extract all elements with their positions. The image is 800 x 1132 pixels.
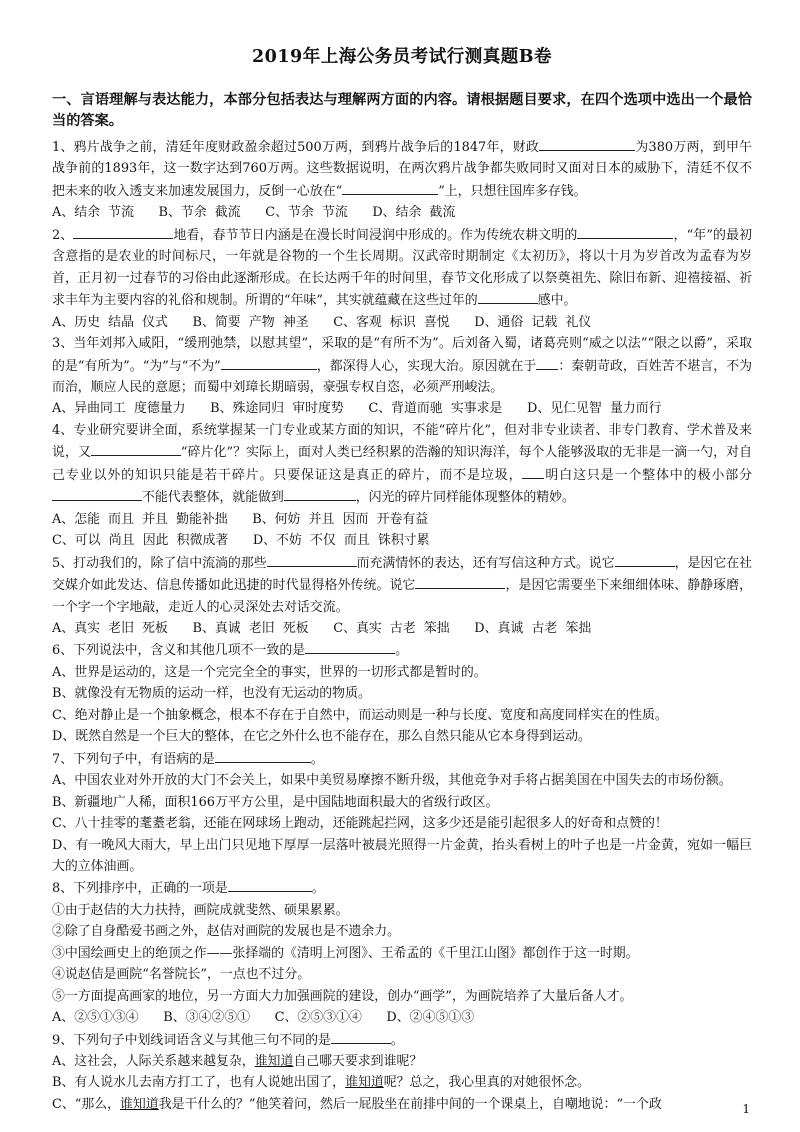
question-3-stem: 3、当年刘邦入咸阳，“缓刑弛禁，以慰其望”，采取的是“有所不为”。后刘备入蜀，诸葛亮则“威之以法”“限之以爵”，采取的是“有所为”。“为”与“不为” ，都深得人心，实现大治。原因就在于 ：秦朝苛政，百姓苦不堪言，不为而治，顺应人民的意愿；而蜀中刘璋长期暗弱，豪强专权自恣，必须严刑峻法。 — [52, 336, 753, 395]
answer-blank — [73, 224, 173, 239]
question-8-stem: 8、下列排序中，正确的一项是 。 — [52, 877, 752, 899]
underlined-phrase: 谁知道 — [120, 1096, 159, 1112]
question-4-options-row-1: A、怎能 而且 并且 勤能补拙 B、何妨 并且 因而 开卷有益 — [52, 511, 429, 527]
question-9-option-b: B、有人说水儿去南方打工了，也有人说她出国了，谁知道呢？总之，我心里真的对她很怀念。 — [52, 1075, 590, 1091]
document-page — [52, 0, 752, 1115]
answer-blank — [331, 1029, 391, 1044]
question-5-options: A、真实 老旧 死板 B、真诚 老旧 死板 C、真实 古老 笨拙 D、真诚 古老 笨拙 — [52, 620, 592, 636]
question-7-option-c: C、八十挂零的耄耋老翁，还能在网球场上跑动，还能跳起拦网，这多少还是能引起很多人的好奇和点赞的！ — [52, 816, 668, 832]
question-7-option-d: D、有一晚风大雨大，早上出门只见地下厚厚一层落叶被晨光照得一片金黄，抬头看树上的叶子也是一片金黄，宛如一幅巨大的立体油画。 — [52, 837, 752, 874]
answer-blank — [284, 486, 356, 501]
answer-blank — [221, 355, 317, 370]
question-2-options: A、历史 结晶 仪式 B、简要 产物 神圣 C、客观 标识 喜悦 D、通俗 记载 礼仪 — [52, 314, 592, 330]
answer-blank — [52, 486, 142, 501]
question-8-sentence-1: ①由于赵佶的大力扶持，画院成就斐然、硕果累累。 — [52, 902, 349, 918]
question-6-option-d: D、既然自然是一个巨大的整体，在它之外什么也不能存在，那么自然只能从它本身得到运动。 — [52, 729, 591, 745]
answer-blank — [478, 289, 538, 304]
answer-blank — [577, 224, 673, 239]
question-6-option-c: C、绝对静止是一个抽象概念，根本不存在于自然中，而运动则是一种与长度、宽度和高度同样实在的性质。 — [52, 707, 668, 723]
question-4-stem: 4、专业研究要讲全面，系统掌握某一门专业或某方面的知识，不能“碎片化”，但对非专业读者、非专门教育、学术普及来说，又 “碎片化”？实际上，面对人类已经积累的浩瀚的知识海洋，每个人能够汲取的无非是一滴一勺，对自己专业以外的知识只能是若干碎片。只要保证这是真正的碎片，而不是垃圾， 明白这只是一个整体中的极小部分不能代表整体，就能做到 ，闪光的碎片同样能体现整体的精妙。 — [52, 422, 753, 506]
question-7-option-b: B、新疆地广人稀，面积166万平方公里，是中国陆地面积最大的省级行政区。 — [52, 794, 499, 810]
question-4-options-row-2: C、可以 尚且 因此 积微成著 D、不妨 不仅 而且 铢积寸累 — [52, 533, 430, 549]
answer-blank — [415, 574, 505, 589]
question-6-stem: 6、下列说法中，含义和其他几项不一致的是 。 — [52, 639, 752, 661]
page-title: 2019年上海公务员考试行测真题B卷 — [252, 47, 552, 67]
question-1-stem: 1、鸦片战争之前，清廷年度财政盈余超过500万两，到鸦片战争后的1847年，财政 为380万两，到甲午战争前的1893年，这一数字达到760万两。这些数据说明，在两次鸦片战争都失败同时又面对日本的威胁下，清廷不仅不把未来的收入透支来加速发展国力，反倒一心放在“ ”上，只想往国库多存钱。 — [52, 136, 752, 202]
answer-blank — [267, 552, 357, 567]
question-2-stem: 2、 地看，春节节日内涵是在漫长时间浸润中形成的。作为传统农耕文明的 ，“年”的最初含意指的是农业的时间标尺，一年就是谷物的一个生长周期。汉武帝时期制定《太初历》，将以十月为岁首改为孟春为岁首，正月初一过春节的习俗由此逐渐形成。在长达两千年的时间里，春节文化形成了以祭奠祖先、除旧布新、迎禧接福、祈求丰年为主要内容的礼俗和规制。所谓的“年味”，其实就蕴藏在这些过年的 感中。 — [52, 224, 752, 312]
page-number: 1 — [742, 1102, 750, 1116]
question-9-option-c: C、“那么，谁知道我是干什么的？”他笑着问，然后一屁股坐在前排中间的一个课桌上，自嘲地说：“一个政 — [52, 1096, 662, 1112]
answer-blank — [228, 877, 312, 892]
answer-blank — [536, 355, 558, 370]
question-9-option-a: A、这社会，人际关系越来越复杂，谁知道自己哪天要求到谁呢？ — [52, 1054, 423, 1070]
answer-blank — [91, 441, 181, 456]
underlined-phrase: 谁知道 — [345, 1075, 384, 1091]
underlined-phrase: 谁知道 — [254, 1054, 294, 1070]
question-list — [52, 136, 752, 1115]
question-8-options: A、②⑤①③④ B、③④②⑤① C、②⑤③①④ D、②④⑤①③ — [52, 1010, 475, 1026]
answer-blank — [305, 639, 395, 654]
question-8-sentence-2: ②除了自身酷爱书画之外，赵佶对画院的发展也是不遗余力。 — [52, 924, 401, 940]
section-heading: 一、言语理解与表达能力，本部分包括表达与理解两方面的内容。请根据题目要求，在四个选项中选出一个最恰当的答案。 — [52, 92, 752, 129]
question-7-option-a: A、中国农业对外开放的大门不会关上，如果中美贸易摩擦不断升级，其他竞争对手将占据美国在中国失去的市场份额。 — [52, 773, 732, 789]
question-7-stem: 7、下列句子中，有语病的是 。 — [52, 748, 752, 770]
question-8-sentence-4: ④说赵佶是画院“名誉院长”，一点也不过分。 — [52, 967, 311, 983]
question-8-sentence-3: ③中国绘画史上的绝顶之作——张择端的《清明上河图》、王希孟的《千里江山图》都创作于这一时期。 — [52, 945, 639, 961]
question-5-stem: 5、打动我们的，除了信中流淌的那些 而充满情怀的表达，还有写信这种方式。说它 ，是因它在社交媒介如此发达、信息传播如此迅捷的时代显得格外传统。说它 ，是因它需要坐下来细细体味、静静琢磨，一个字一个字地敲，走近人的心灵深处去对话交流。 — [52, 552, 752, 618]
question-8-sentence-5: ⑤一方面提高画家的地位，另一方面大力加强画院的建设，创办“画学”，为画院培养了大量后备人才。 — [52, 988, 633, 1004]
answer-blank — [342, 180, 438, 195]
question-6-option-b: B、就像没有无物质的运动一样，也没有无运动的物质。 — [52, 686, 371, 702]
answer-blank — [615, 552, 675, 567]
answer-blank — [539, 136, 635, 151]
question-6-option-a: A、世界是运动的，这是一个完完全全的事实，世界的一切形式都是暂时的。 — [52, 664, 487, 680]
answer-blank — [215, 748, 311, 763]
question-1-options: A、结余 节流 B、节余 截流 C、节余 节流 D、结余 截流 — [52, 205, 456, 221]
answer-blank — [522, 464, 544, 479]
question-3-options: A、异曲同工 度德量力 B、殊途同归 审时度势 C、背道而驰 实事求是 D、见仁见智 量力而行 — [52, 401, 662, 417]
question-9-stem: 9、下列句子中划线词语含义与其他三句不同的是 。 — [52, 1029, 752, 1051]
